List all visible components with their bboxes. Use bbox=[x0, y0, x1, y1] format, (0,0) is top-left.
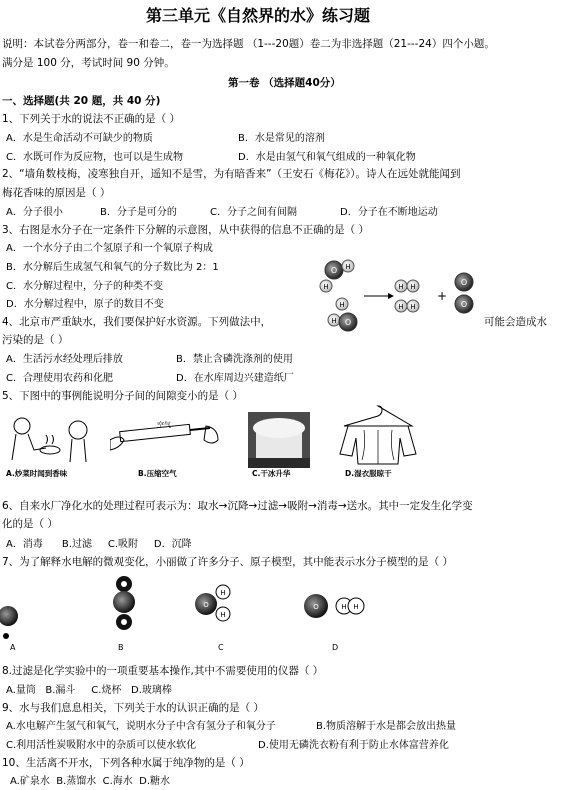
q1-option-d: D．水是由氢气和氧气组成的一种氧化物 bbox=[238, 152, 416, 163]
q3-option-d: D．水分解过程中，原子的数目不变 bbox=[6, 299, 164, 310]
q10-stem: 10、生活离不开水，下列各种水属于纯净物的是（ ） bbox=[2, 757, 250, 769]
compressed-air-syringe-illustration bbox=[110, 418, 220, 458]
q2-option-b: B．分子是可分的 bbox=[100, 207, 177, 218]
hydrogen-atom-label: H bbox=[345, 263, 351, 271]
q2-stem-line-1: 2、“墙角数枝梅，凌寒独自开，遥知不是雪，为有暗香来”（王安石《梅花》）。诗人在远处就能闻到 bbox=[2, 168, 461, 180]
oxygen-atom-label: O bbox=[344, 318, 352, 327]
q2-stem-line-2: 梅花香味的原因是（ ） bbox=[2, 187, 111, 199]
q9-option-d: D.使用无磷洗衣粉有利于防止水体富营养化 bbox=[258, 740, 449, 751]
q4-stem-line-1-right: 可能会造成水 bbox=[484, 316, 547, 328]
q5-stem: 5、下图中的事例能说明分子间的间隙变小的是（ ） bbox=[2, 390, 244, 402]
vapor-cloud bbox=[253, 418, 305, 438]
svg-text:H: H bbox=[341, 603, 347, 611]
air-label: 空气 bbox=[157, 421, 171, 429]
arrow-head-icon bbox=[388, 293, 394, 299]
svg-text:H: H bbox=[220, 611, 226, 619]
model-label-d: D bbox=[332, 643, 339, 652]
q3-stem: 3、右图是水分子在一定条件下分解的示意图，从中获得的信息不正确的是（ ） bbox=[2, 224, 370, 236]
model-label-c: C bbox=[218, 643, 224, 652]
q4-stem-line-1: 4、北京市严重缺水，我们要保护好水资源。下列做法中， bbox=[2, 316, 272, 328]
oxygen-atom-label: O bbox=[330, 266, 338, 275]
q1-option-a: A．水是生命活动不可缺少的物质 bbox=[6, 133, 153, 144]
drying-clothes-illustration bbox=[338, 404, 418, 466]
q9-option-a: A.水电解产生氢气和氧气，说明水分子中含有氢分子和氧分子 bbox=[6, 721, 276, 732]
model-a bbox=[0, 606, 18, 639]
q2-option-d: D．分子在不断地运动 bbox=[340, 207, 438, 218]
q2-option-a: A．分子很小 bbox=[6, 207, 63, 218]
q9-option-b: B.物质溶解于水是都会放出热量 bbox=[316, 721, 457, 732]
hydrogen-atom-label: H bbox=[339, 301, 345, 309]
q6-stem-line-1: 6、自来水厂净化水的处理过程可表示为：取水→沉降→过滤→吸附→消毒→送水。其中一定发生化学变 bbox=[2, 500, 473, 512]
svg-text:O: O bbox=[313, 603, 319, 611]
q3-option-a: A．一个水分子由二个氢原子和一个氧原子构成 bbox=[6, 243, 213, 254]
dry-ice-sublimation-illustration bbox=[248, 412, 310, 468]
q5-caption-c: C.干冰升华 bbox=[252, 469, 291, 478]
hydrogen-atom-label: H bbox=[398, 283, 404, 291]
hanger-icon bbox=[344, 406, 412, 426]
hand-right bbox=[204, 426, 218, 443]
svg-text:H: H bbox=[220, 589, 226, 597]
intro-line-2: 满分是 100 分，考试时间 90 分钟。 bbox=[2, 57, 175, 69]
part-title: 第一卷 （选择题40分） bbox=[228, 77, 341, 89]
q9-stem: 9、水与我们息息相关，下列关于水的认识正确的是（ ） bbox=[2, 702, 265, 714]
hydrogen-atom-label: H bbox=[331, 317, 337, 325]
syringe-barrel bbox=[120, 424, 191, 441]
q8-stem: 8.过滤是化学实验中的一项重要基本操作,其中不需要使用的仪器（ ） bbox=[2, 665, 324, 677]
intro-line-1: 说明：本试卷分两部分，卷一和卷二，卷一为选择题 （1---20题）卷二为非选择题（21---24）四个小题。 bbox=[2, 38, 495, 50]
cooking-smell-illustration bbox=[6, 410, 92, 468]
q3-option-c: C．水分解过程中，分子的种类不变 bbox=[6, 281, 163, 292]
oxygen-atom-label: O bbox=[460, 278, 468, 287]
q2-option-c: C．分子之间有间隔 bbox=[210, 207, 297, 218]
q6-stem-line-2: 化的是（ ） bbox=[2, 518, 58, 530]
svg-text:O: O bbox=[203, 601, 209, 609]
model-label-a: A bbox=[10, 643, 16, 652]
q3-option-b: B．水分解后生成氢气和氧气的分子数比为 2：1 bbox=[6, 262, 219, 273]
q4-option-b: B．禁止含磷洗涤剂的使用 bbox=[176, 354, 293, 365]
q4-option-a: A．生活污水经处理后排放 bbox=[6, 354, 123, 365]
water-molecule-models bbox=[0, 574, 400, 654]
q5-caption-b: B.压缩空气 bbox=[138, 469, 177, 478]
hydrogen-atom-label: H bbox=[410, 283, 416, 291]
q5-caption-a: A.炒菜时闻到香味 bbox=[6, 469, 68, 478]
q1-option-b: B．水是常见的溶剂 bbox=[238, 133, 325, 144]
model-c bbox=[195, 585, 230, 621]
oxygen-atom-label: O bbox=[460, 300, 468, 309]
model-b bbox=[113, 576, 135, 630]
q4-option-c: C．合理使用农药和化肥 bbox=[6, 373, 113, 384]
q4-stem-line-2: 污染的是（ ） bbox=[2, 334, 69, 346]
q1-stem: 1、下列关于水的说法不正确的是（ ） bbox=[2, 113, 181, 125]
q6-options: A．消毒 B.过滤 C.吸附 D．沉降 bbox=[6, 539, 192, 550]
plus-sign: + bbox=[436, 289, 448, 303]
hydrogen-atom-label: H bbox=[410, 303, 416, 311]
hydrogen-atom-label: H bbox=[323, 283, 329, 291]
hydrogen-atom-label: H bbox=[398, 303, 404, 311]
water-decomposition-diagram bbox=[316, 258, 486, 334]
q7-stem: 7、为了解释水电解的微观变化，小丽做了许多分子、原子模型，其中能表示水分子模型的是（ ） bbox=[2, 556, 454, 568]
q5-caption-d: D.湿衣服晾干 bbox=[345, 469, 392, 478]
q4-option-d: D．在水库周边兴建造纸厂 bbox=[176, 373, 294, 384]
svg-text:H: H bbox=[353, 603, 359, 611]
q1-option-c: C．水既可作为反应物，也可以是生成物 bbox=[6, 152, 183, 163]
model-label-b: B bbox=[118, 643, 124, 652]
syringe-plunger bbox=[190, 428, 210, 430]
section-title: 一、选择题(共 20 题，共 40 分) bbox=[2, 95, 161, 107]
q10-options: A.矿泉水 B.蒸馏水 C.海水 D.糖水 bbox=[10, 776, 170, 787]
q9-option-c: C.利用活性炭吸附水中的杂质可以使水软化 bbox=[6, 740, 197, 751]
page-title: 第三单元《自然界的水》练习题 bbox=[146, 6, 371, 25]
q8-options: A.量筒 B.漏斗 C.烧杯 D.玻璃棒 bbox=[6, 685, 172, 696]
model-d bbox=[304, 594, 364, 618]
